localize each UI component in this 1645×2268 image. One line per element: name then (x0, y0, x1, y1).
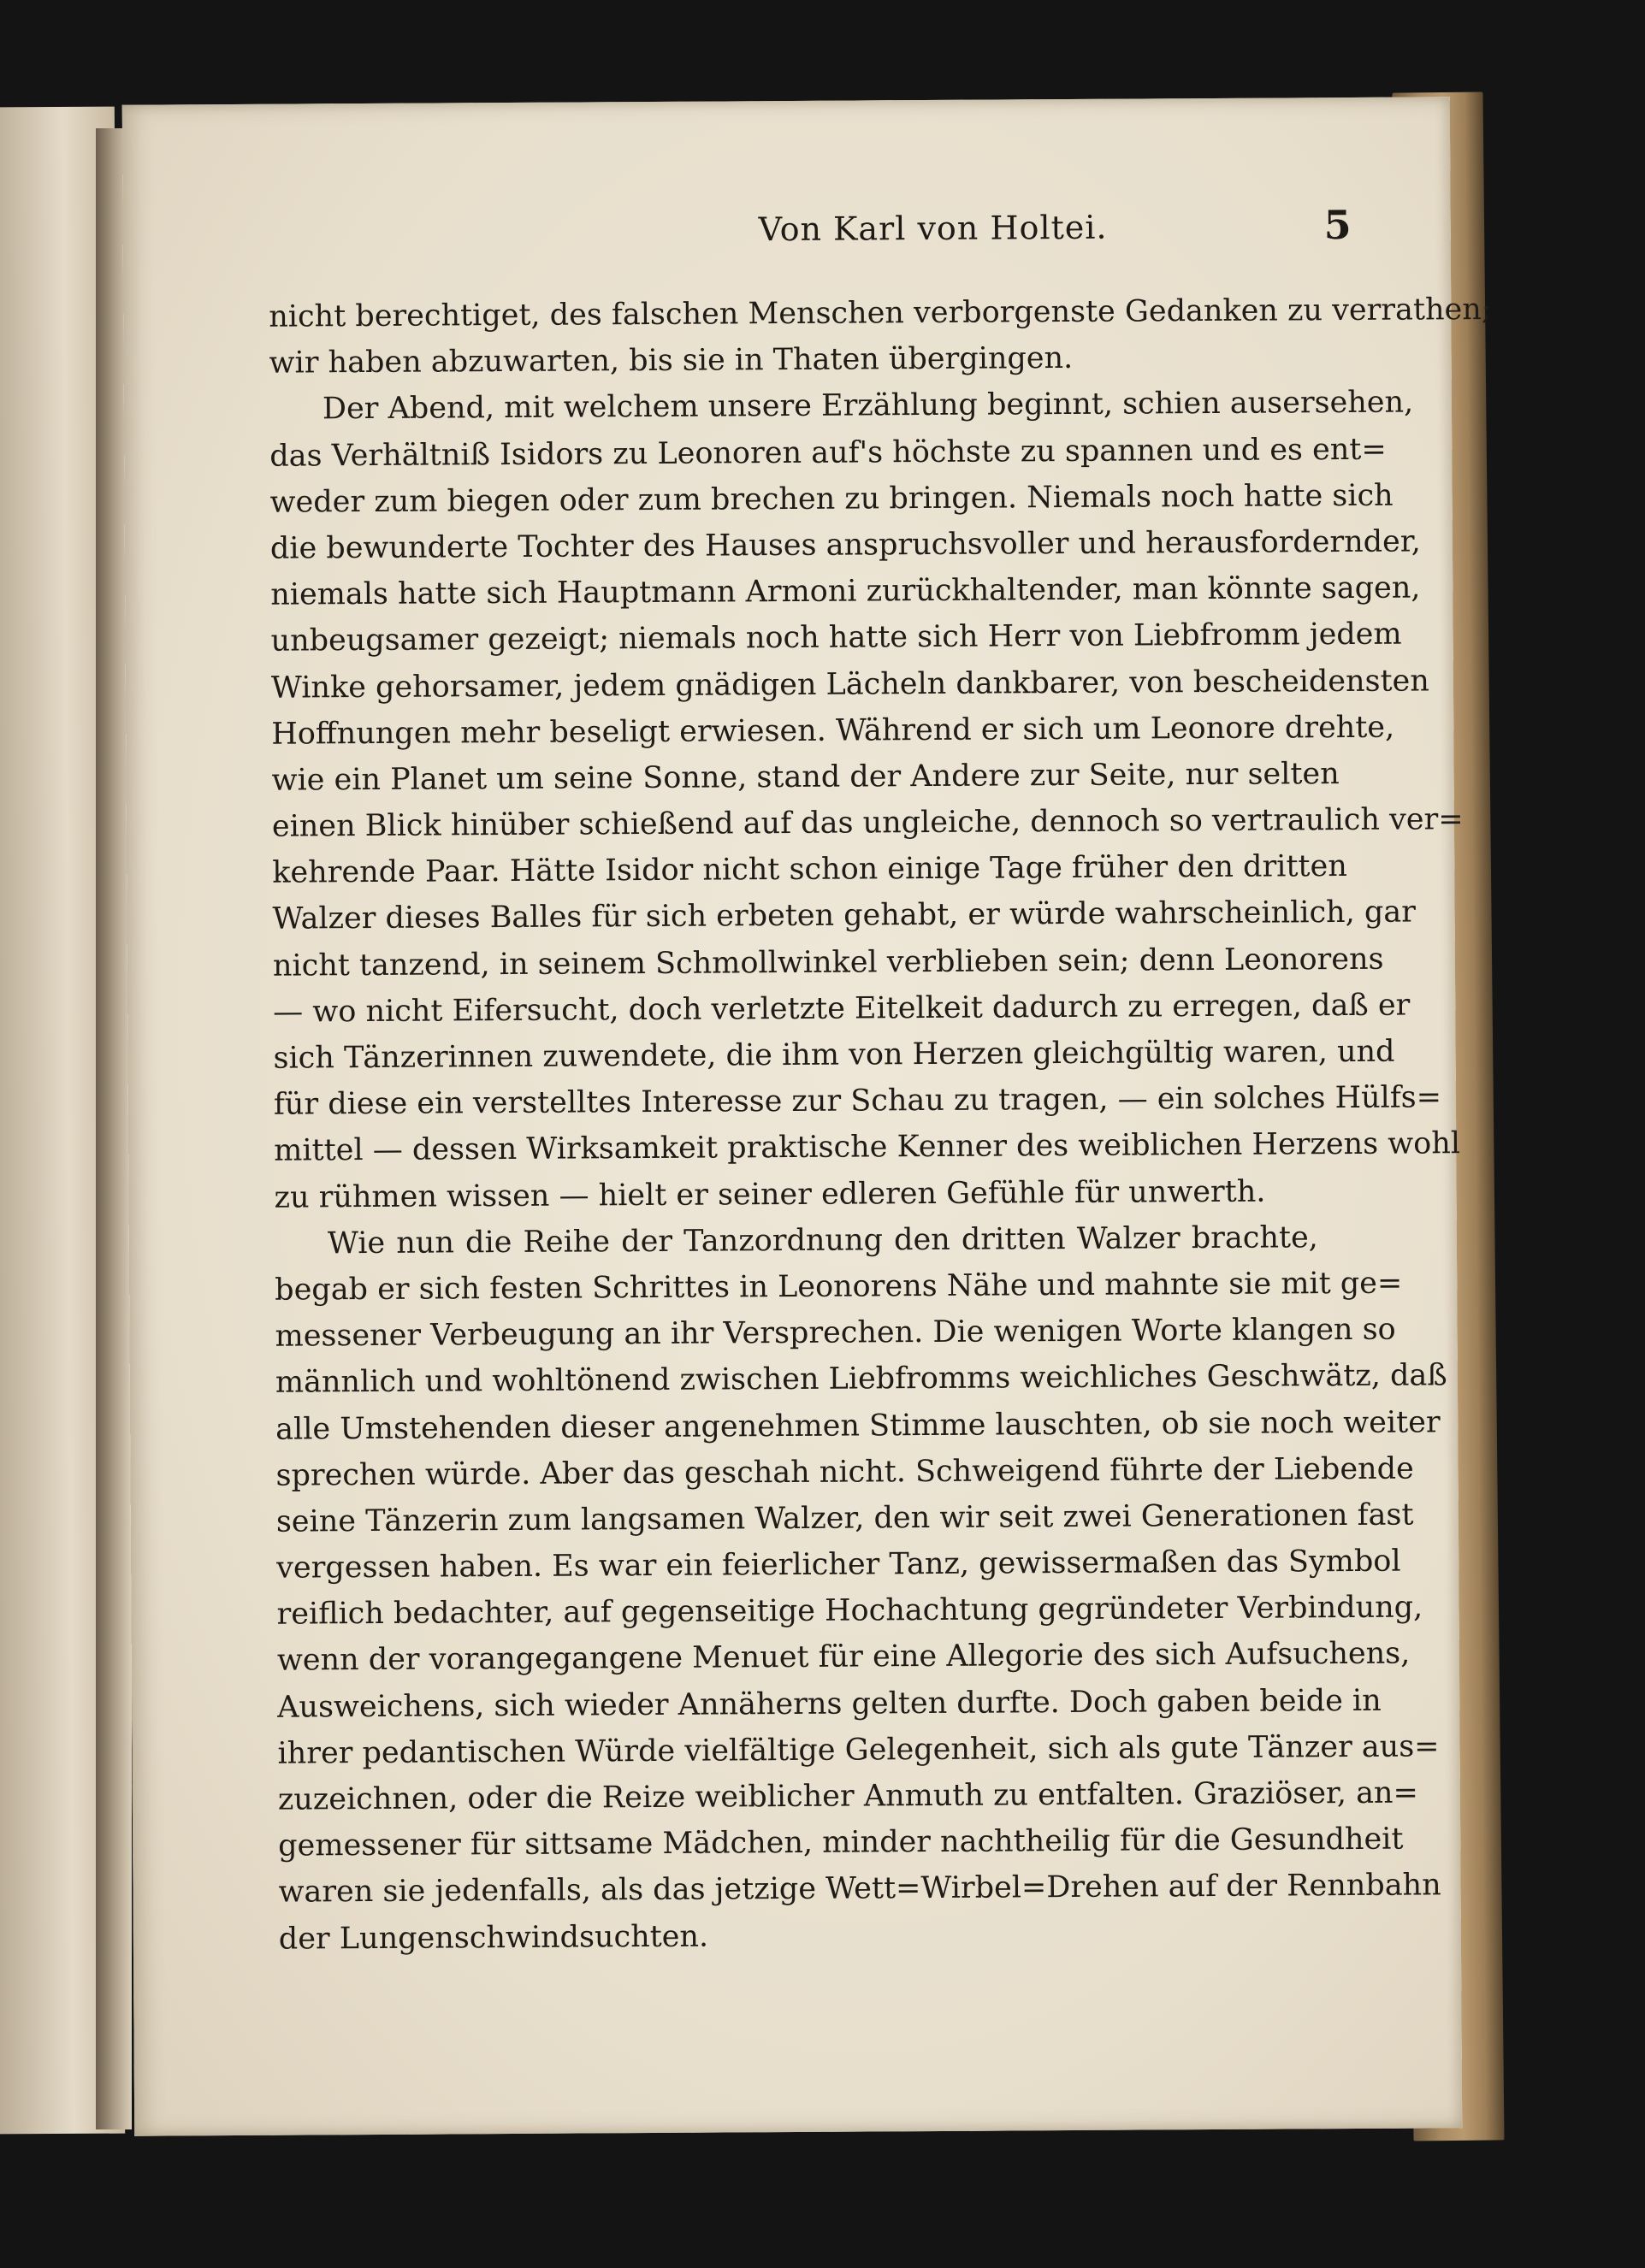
text-line: waren sie jedenfalls, als das jetzige Wett=Wirbel=Drehen auf der Rennbahn (278, 1868, 1441, 1911)
text-line: wenn der vorangegangene Menuet für eine Allegorie des sich Aufsuchens, (276, 1637, 1411, 1679)
text-line: wie ein Planet um seine Sonne, stand der Andere zur Seite, nur selten (271, 756, 1340, 798)
text-line: Winke gehorsamer, jedem gnädigen Lächeln dankbarer, von bescheidensten (270, 663, 1429, 706)
text-line: Ausweichens, sich wieder Annäherns gelten durfte. Doch gaben beide in (277, 1683, 1382, 1725)
text-line: gemessener für sittsame Mädchen, minder nachtheilig für die Gesundheit (278, 1822, 1404, 1863)
text-line: nicht berechtiget, des falschen Menschen verborgenste Gedanken zu verrathen; (269, 292, 1492, 334)
text-line: der Lungenschwindsuchten. (278, 1919, 709, 1957)
page-number: 5 (1323, 201, 1352, 249)
text-line: zuzeichnen, oder die Reize weiblicher Anmuth zu entfalten. Graziöser, an= (277, 1775, 1418, 1817)
text-line: ihrer pedantischen Würde vielfältige Gelegenheit, sich als gute Tänzer aus= (277, 1729, 1440, 1771)
text-line: Hoffnungen mehr beseligt erwiesen. Während er sich um Leonore drehte, (271, 710, 1395, 752)
text-line: nicht tanzend, in seinem Schmollwinkel verblieben sein; denn Leonorens (272, 942, 1384, 983)
text-line: unbeugsamer gezeigt; niemals noch hatte sich Herr von Liebfromm jedem (270, 617, 1402, 659)
body-text (269, 287, 1492, 1962)
text-line: einen Blick hinüber schießend auf das ungleiche, dennoch so vertraulich ver= (271, 802, 1464, 844)
page-header (624, 201, 1360, 280)
text-line: zu rühmen wissen — hielt er seiner edleren Gefühle für unwerth. (274, 1174, 1266, 1215)
text-line: weder zum biegen oder zum brechen zu bringen. Niemals noch hatte sich (269, 478, 1394, 520)
text-line: sich Tänzerinnen zuwendete, die ihm von Herzen gleichgültig waren, und (273, 1034, 1395, 1076)
text-line: das Verhältniß Isidors zu Leonoren auf's höchste zu spannen und es ent= (269, 432, 1387, 474)
text-line: männlich und wohltönend zwischen Liebfromms weichliches Geschwätz, daß (275, 1358, 1447, 1401)
book-page (122, 97, 1492, 2135)
text-line: niemals hatte sich Hauptmann Armoni zurückhaltender, man könnte sagen, (270, 570, 1421, 612)
text-line: wir haben abzuwarten, bis sie in Thaten übergingen. (269, 341, 1074, 381)
text-line: alle Umstehenden dieser angenehmen Stimme lauschten, ob sie noch weiter (275, 1404, 1441, 1447)
text-line: kehrende Paar. Hätte Isidor nicht schon einige Tage früher den dritten (272, 849, 1347, 890)
text-line: seine Tänzerin zum langsamen Walzer, den wir seit zwei Generationen fast (275, 1497, 1414, 1539)
text-line: sprechen würde. Aber das geschah nicht. Schweigend führte der Liebende (275, 1451, 1414, 1493)
text-line: begab er sich festen Schrittes in Leonorens Nähe und mahnte sie mit ge= (275, 1266, 1403, 1308)
text-line: vergessen haben. Es war ein feierlicher Tanz, gewissermaßen das Symbol (276, 1544, 1401, 1586)
text-line: für diese ein verstelltes Interesse zur Schau zu tragen, — ein solches Hülfs= (273, 1080, 1442, 1122)
text-line: die bewunderte Tochter des Hauses anspruchsvoller und herausfordernder, (269, 524, 1421, 566)
text-line: reiflich bedachter, auf gegenseitige Hochachtung gegründeter Verbindung, (276, 1590, 1423, 1632)
text-line: messener Verbeugung an ihr Versprechen. Die wenigen Worte klangen so (275, 1312, 1396, 1354)
text-line: — wo nicht Eifersucht, doch verletzte Eitelkeit dadurch zu erregen, daß er (273, 988, 1411, 1030)
text-line: Der Abend, mit welchem unsere Erzählung beginnt, schien ausersehen, (322, 385, 1414, 427)
text-line: mittel — dessen Wirksamkeit praktische Kenner des weiblichen Herzens wohl (274, 1126, 1461, 1169)
text-line: Wie nun die Reihe der Tanzordnung den dritten Walzer brachte, (327, 1220, 1318, 1261)
running-title: Von Karl von Holtei. (758, 208, 1108, 249)
text-line: Walzer dieses Balles für sich erbeten gehabt, er würde wahrscheinlich, gar (272, 895, 1417, 937)
